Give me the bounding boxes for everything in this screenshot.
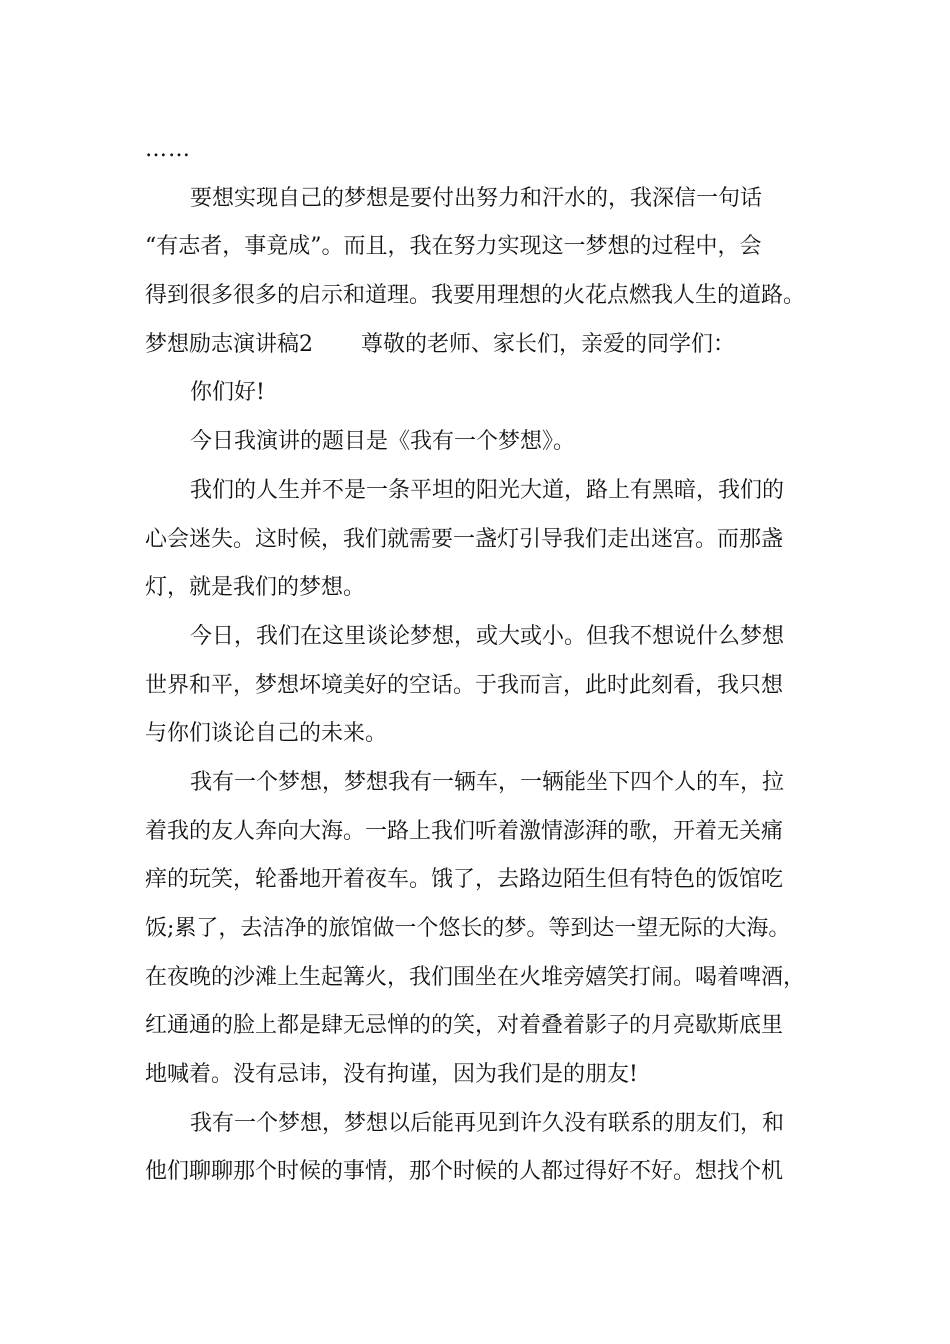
text-line: 与你们谈论自己的未来。 xyxy=(145,721,388,747)
text-line: 我有一个梦想，梦想以后能再见到许久没有联系的朋友们，和 xyxy=(190,1110,785,1136)
text-line: 要想实现自己的梦想是要付出努力和汗水的，我深信一句话 xyxy=(190,185,763,211)
text-line: 在夜晚的沙滩上生起篝火，我们围坐在火堆旁嬉笑打闹。喝着啤酒， xyxy=(145,964,806,990)
text-line: 饭;累了，去洁净的旅馆做一个悠长的梦。等到达一望无际的大海。 xyxy=(145,916,791,941)
speech-title: 梦想励志演讲稿2 xyxy=(145,331,313,357)
text-line: 今日我演讲的题目是《我有一个梦想》。 xyxy=(190,429,576,455)
greeting-salutation: 尊敬的老师、家长们，亲爱的同学们： xyxy=(361,331,736,357)
text-line: 你们好! xyxy=(190,380,265,406)
text-line: 灯，就是我们的梦想。 xyxy=(145,575,366,601)
text-line: “有志者，事竟成”。而且，我在努力实现这一梦想的过程中，会 xyxy=(145,234,762,260)
text-line: 今日，我们在这里谈论梦想，或大或小。但我不想说什么梦想 xyxy=(190,623,785,649)
text-line: 地喊着。没有忌讳，没有拘谨，因为我们是的朋友! xyxy=(145,1062,638,1088)
text-line: 红通通的脸上都是肆无忌惮的的笑，对着叠着影子的月亮歇斯底里 xyxy=(145,1013,784,1039)
title-greeting-line xyxy=(145,321,807,370)
text-line: 我们的人生并不是一条平坦的阳光大道，路上有黑暗，我们的 xyxy=(190,477,785,503)
text-line: 得到很多很多的启示和道理。我要用理想的火花点燃我人生的道路。 xyxy=(145,283,806,309)
text-line: 我有一个梦想，梦想我有一辆车，一辆能坐下四个人的车，拉 xyxy=(190,769,785,795)
text-line: 心会迷失。这时候，我们就需要一盏灯引导我们走出迷宫。而那盏 xyxy=(145,526,784,552)
ellipsis-line: …… xyxy=(145,137,191,162)
document-body xyxy=(145,126,807,1197)
text-line: 他们聊聊那个时候的事情，那个时候的人都过得好不好。想找个机 xyxy=(145,1159,784,1185)
text-line: 痒的玩笑，轮番地开着夜车。饿了，去路边陌生但有特色的饭馆吃 xyxy=(145,867,784,893)
text-line: 着我的友人奔向大海。一路上我们听着激情澎湃的歌，开着无关痛 xyxy=(145,818,784,844)
text-line: 世界和平，梦想坏境美好的空话。于我而言，此时此刻看，我只想 xyxy=(145,672,784,698)
